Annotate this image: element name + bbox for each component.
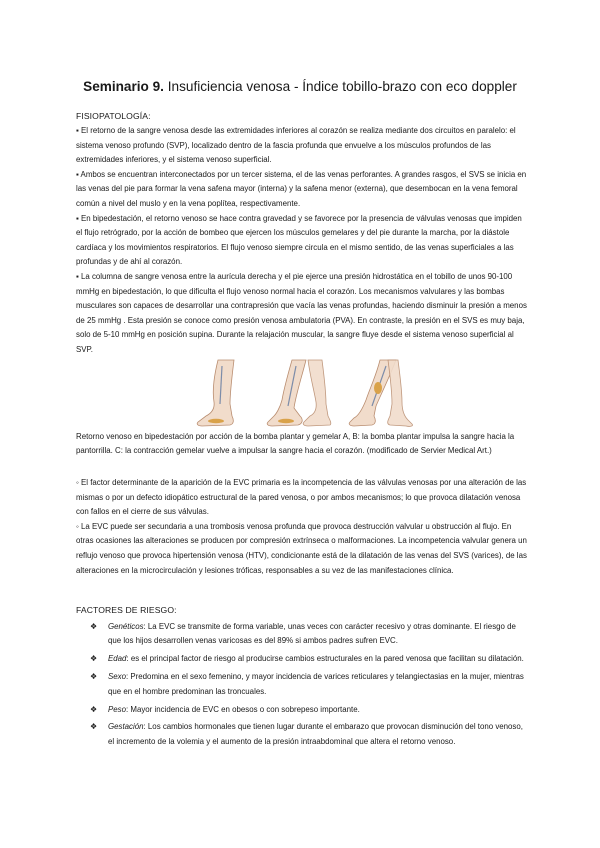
diamond-bullet-icon: ❖ xyxy=(90,672,98,682)
paragraph: ▪ Ambos se encuentran interconectados por un tercer sistema, el de las venas perforantes. A grandes rasgos, el SVS se inicia en las venas del pie para formar la vena safena mayor (interna) y la safena menor (externa), que desembocan en la vena femoral común a nivel del muslo y en la vena poplítea, respectivamente. xyxy=(76,169,527,208)
title-seminar-number: Seminario 9. xyxy=(83,79,164,94)
risk-term: Genéticos xyxy=(108,622,144,631)
evc-body xyxy=(76,476,528,578)
diamond-bullet-icon: ❖ xyxy=(90,622,98,631)
list-item xyxy=(90,703,530,717)
risk-term: Peso xyxy=(108,704,126,714)
risk-text: : Predomina en el sexo femenino, y mayor incidencia de varices reticulares y telangiectasias en la mujer, mientras que en el hombre predominan las troncuales. xyxy=(108,672,524,696)
list-item xyxy=(90,670,530,699)
diamond-bullet-icon: ❖ xyxy=(90,722,98,732)
diamond-bullet-icon: ❖ xyxy=(90,704,98,714)
risk-text: : es el principal factor de riesgo al producirse cambios estructurales en la pared venosa que facilitan su dilatación. xyxy=(126,654,524,664)
risk-term: Sexo xyxy=(108,672,126,682)
list-item xyxy=(90,620,530,649)
list-item xyxy=(90,652,530,666)
risk-term: Edad xyxy=(108,654,127,664)
risk-text: : Los cambios hormonales que tienen lugar durante el embarazo que provocan disminución del tono venoso, el incremento de la volemia y el aumento de la presión intraabdominal que altera el retorno venoso. xyxy=(108,722,523,746)
paragraph: ▪ El retorno de la sangre venosa desde las extremidades inferiores al corazón se realiza mediante dos circuitos en paralelo: el sistema venoso profundo (SVP), localizado dentro de la fascia profunda que envuelve a los músculos profundos de las extremidades inferiores, y el sistema venoso superficial. xyxy=(76,126,516,165)
fisiopatologia-body xyxy=(76,124,528,358)
paragraph: ▪ En bipedestación, el retorno venoso se hace contra gravedad y se favorece por la presencia de válvulas venosas que impiden el flujo retrógrado, por la acción de bombeo que ejercen los músculos gemelares y del pie durante la marcha, por la diástole cardíaca y los movimientos respiratorios. El flujo venoso siempre circula en el mismo sentido, de las venas superficiales a las profundas y de ahí al corazón. xyxy=(76,213,522,267)
figure-caption: Retorno venoso en bipedestación por acción de la bomba plantar y gemelar A, B: la bomba plantar impulsa la sangre hacia la pantorrilla. C: la contracción gemelar vuelve a impulsar la sangre hacia el corazón. (modificado de Servier Medical Art.) xyxy=(76,432,515,456)
section-heading-factores-riesgo: FACTORES DE RIESGO: xyxy=(76,605,177,615)
risk-text: : La EVC se transmite de forma variable, unas veces con carácter recesivo y otras dominante. El riesgo de que los hijos desarrollen venas varicosas es del 89% si ambos padres sufren EVC. xyxy=(108,622,516,646)
risk-text: : Mayor incidencia de EVC en obesos o con sobrepeso importante. xyxy=(126,704,360,714)
risk-factor-list xyxy=(90,620,530,753)
title-text: Insuficiencia venosa - Índice tobillo-brazo con eco doppler xyxy=(163,79,517,94)
diamond-bullet-icon: ❖ xyxy=(90,654,98,664)
risk-term: Gestación xyxy=(108,722,144,732)
leg-a xyxy=(197,360,234,426)
section-heading-fisiopatologia: FISIOPATOLOGÍA: xyxy=(76,111,151,121)
page-title xyxy=(60,78,540,96)
list-item xyxy=(90,720,530,749)
leg-b-back xyxy=(303,360,331,426)
venous-return-illustration xyxy=(190,358,420,428)
paragraph: ◦ La EVC puede ser secundaria a una trombosis venosa profunda que provoca destrucción valvular u obstrucción al flujo. En otras ocasiones las alteraciones se producen por compresión extrínseca o malformaciones. La incompetencia valvular genera un reflujo venoso que provoca hipertensión venosa (HTV), condicionante está de la dilatación de las venas del SVS (varices), de las alteraciones en la microcirculación y lesiones tróficas, responsables a su vez de las manifestaciones clínica. xyxy=(76,521,527,575)
paragraph: ◦ El factor determinante de la aparición de la EVC primaria es la incompetencia de las válvulas venosas por una alteración de las mismas o por un defecto idiopático estructural de la pared venosa, o por ambos mecanismos; lo que provoca dilatación venosa con fallos en el cierre de sus válvulas. xyxy=(76,478,527,517)
leg-b xyxy=(267,360,306,426)
leg-c-back xyxy=(388,360,413,426)
paragraph: ▪ La columna de sangre venosa entre la aurícula derecha y el pie ejerce una presión hidrostática en el tobillo de unos 90-100 mmHg en bipedestación, lo que dificulta el flujo venoso normal hacia el corazón. Los mecanismos valvulares y las bombas musculares son capaces de desarrollar una contrapresión que vacía las venas profundas, haciendo disminuir la presión a menos de 25 mmHg . Esta presión se conoce como presión venosa ambulatoria (PVA). En contraste, la presión en el SVS es muy baja, solo de 5-10 mmHg en posición supina. Durante la relajación muscular, la sangre fluye desde el sistema venoso superficial al SVP. xyxy=(76,271,527,354)
